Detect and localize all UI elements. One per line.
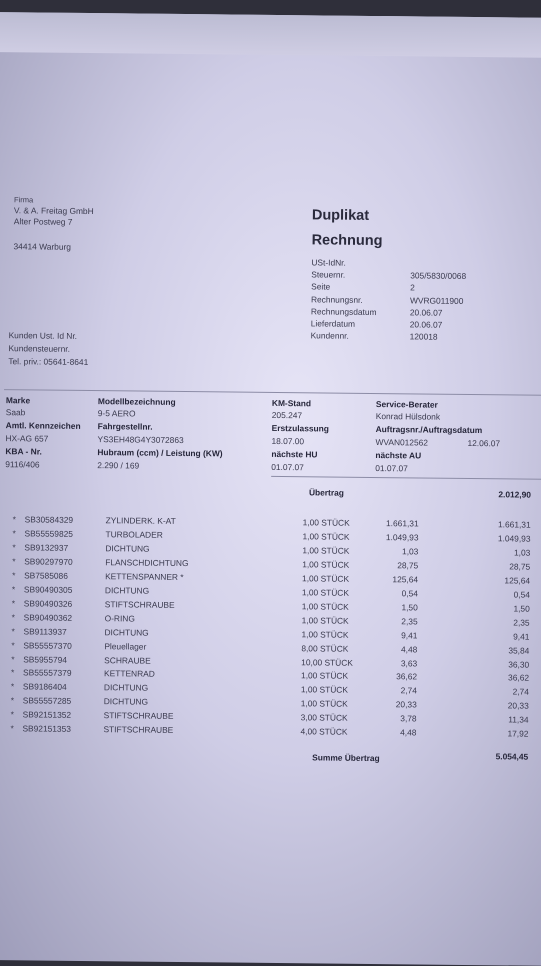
bullet: *	[12, 542, 16, 553]
item-quantity: 1,00 STÜCK	[301, 614, 349, 626]
item-quantity: 1,00 STÜCK	[302, 559, 350, 570]
item-description: DICHTUNG	[103, 682, 149, 694]
item-description: Pleuellager	[104, 640, 147, 652]
page-fold	[0, 12, 541, 58]
value-modell: 9-5 AERO	[97, 408, 136, 419]
item-quantity: 1,00 STÜCK	[302, 545, 350, 556]
item-price: 125,64	[392, 574, 419, 585]
item-price: 36,62	[396, 671, 418, 682]
item-description: STIFTSCHRAUBE	[103, 724, 174, 736]
item-total: 1,03	[514, 547, 531, 558]
uebertrag-label: Übertrag	[308, 487, 344, 498]
item-description: DICHTUNG	[104, 626, 149, 638]
item-number: SB9132937	[24, 542, 69, 553]
value-hu: 01.07.07	[271, 461, 304, 473]
item-description: STIFTSCHRAUBE	[103, 710, 174, 722]
item-quantity: 1,00 STÜCK	[301, 600, 349, 612]
item-price: 2,74	[400, 685, 417, 696]
item-quantity: 1,00 STÜCK	[301, 628, 349, 640]
label-fahrgestell: Fahrgestellnr.	[97, 421, 153, 432]
item-price: 0,54	[401, 588, 418, 599]
item-price: 1.049,93	[385, 532, 419, 543]
item-price: 1.661,31	[386, 518, 419, 529]
bullet: *	[11, 583, 16, 595]
sender-city: 34414 Warburg	[13, 241, 72, 252]
summe-value: 5.054,45	[495, 751, 529, 762]
bullet: *	[11, 653, 15, 664]
item-total: 17,92	[507, 728, 529, 739]
label-hu: nächste HU	[271, 448, 318, 460]
bullet: *	[11, 625, 15, 636]
info-label: Lieferdatum	[310, 318, 356, 329]
info-label: Rechnungsdatum	[310, 306, 377, 317]
item-total: 1,50	[513, 603, 530, 614]
label-kennzeichen: Amtl. Kennzeichen	[5, 420, 81, 431]
item-number: SB55557370	[23, 639, 72, 651]
item-quantity: 1,00 STÜCK	[301, 587, 350, 598]
item-number: SB9113937	[23, 625, 67, 637]
info-value: 120018	[409, 331, 438, 342]
item-total: 2,74	[512, 686, 529, 698]
item-number: SB9186404	[22, 681, 67, 693]
item-number: SB5955794	[23, 653, 68, 665]
divider-top	[4, 389, 541, 396]
item-quantity: 1,00 STÜCK	[302, 531, 350, 542]
item-quantity: 1,00 STÜCK	[302, 517, 350, 528]
info-label: USt-IdNr.	[311, 257, 346, 268]
bullet: *	[11, 667, 15, 678]
item-quantity: 1,00 STÜCK	[302, 573, 350, 584]
value-auftrag: WVAN012562	[375, 437, 429, 448]
label-km: KM-Stand	[271, 397, 312, 409]
item-quantity: 10,00 STÜCK	[301, 656, 353, 668]
info-value: 20.06.07	[409, 319, 443, 330]
item-total: 36,62	[508, 672, 530, 684]
item-price: 1,03	[402, 546, 419, 557]
item-number: SB90490305	[23, 584, 73, 595]
item-quantity: 8,00 STÜCK	[301, 642, 349, 654]
label-au: nächste AU	[375, 450, 422, 461]
item-price: 3,63	[400, 657, 418, 668]
summe-label: Summe Übertrag	[312, 752, 380, 764]
info-label: Steuernr.	[311, 269, 346, 280]
item-total: 36,30	[508, 658, 530, 670]
item-description: DICHTUNG	[103, 696, 149, 707]
item-number: SB92151353	[22, 723, 71, 735]
item-number: SB92151352	[22, 709, 72, 721]
item-total: 2,35	[513, 617, 530, 628]
item-quantity: 1,00 STÜCK	[301, 670, 349, 682]
value-hubraum: 2.290 / 169	[97, 460, 140, 471]
customer-steuer-label: Kundensteuernr.	[8, 343, 70, 354]
customer-phone: Tel. priv.: 05641-8641	[8, 356, 89, 368]
info-label: Seite	[311, 281, 331, 292]
customer-ust-label: Kunden Ust. Id Nr.	[8, 330, 78, 341]
label-kba: KBA - Nr.	[5, 446, 42, 457]
item-number: SB90490362	[23, 611, 73, 623]
item-number: SB55557285	[22, 695, 72, 707]
item-description: KETTENSPANNER *	[105, 570, 184, 582]
item-number: SB30584329	[24, 514, 74, 525]
bullet: *	[10, 695, 15, 706]
bullet: *	[12, 570, 16, 581]
bullet: *	[12, 556, 16, 567]
item-number: SB55559825	[24, 528, 74, 539]
item-description: DICHTUNG	[105, 543, 150, 554]
item-price: 9,41	[401, 629, 418, 641]
item-price: 20,33	[395, 699, 417, 710]
sender-street: Alter Postweg 7	[13, 216, 73, 227]
info-label: Kundennr.	[310, 330, 349, 341]
uebertrag-value: 2.012,90	[498, 489, 532, 500]
duplikat-title: Duplikat	[311, 207, 370, 224]
item-price: 28,75	[397, 560, 419, 571]
value-auftrag-datum: 12.06.07	[467, 437, 501, 449]
item-quantity: 1,00 STÜCK	[300, 698, 348, 710]
bullet: *	[10, 681, 15, 692]
value-marke: Saab	[5, 407, 26, 418]
item-description: KETTENRAD	[104, 668, 155, 680]
item-number: SB90490326	[23, 598, 73, 609]
divider-uebertrag	[271, 476, 541, 480]
item-total: 28,75	[509, 561, 531, 572]
item-total: 1.049,93	[497, 533, 531, 544]
info-value: WVRG011900	[409, 294, 464, 306]
item-price: 1,50	[401, 601, 418, 613]
value-km: 205.247	[271, 409, 303, 421]
item-price: 3,78	[400, 713, 417, 724]
label-modell: Modellbezeichnung	[97, 396, 176, 407]
item-price: 4,48	[400, 727, 417, 738]
label-berater: Service-Berater	[375, 399, 438, 410]
rechnung-title: Rechnung	[311, 232, 383, 250]
info-value: 20.06.07	[409, 307, 443, 318]
bullet: *	[11, 611, 15, 622]
item-price: 2,35	[401, 615, 418, 627]
value-erstzulassung: 18.07.00	[271, 435, 305, 447]
item-description: SCHRAUBE	[104, 654, 151, 666]
label-auftrag: Auftragsnr./Auftragsdatum	[375, 424, 483, 436]
info-value: 305/5830/0068	[410, 270, 467, 282]
item-description: STIFTSCHRAUBE	[104, 598, 175, 610]
invoice-page	[0, 12, 541, 966]
bullet: *	[10, 723, 14, 734]
item-description: ZYLINDERK. K-AT	[105, 515, 176, 526]
value-fahrgestell: YS3EH48G4Y3072863	[97, 434, 184, 446]
item-total: 125,64	[504, 575, 531, 586]
item-number: SB90297970	[24, 556, 73, 567]
bullet: *	[12, 528, 16, 539]
value-kennzeichen: HX-AG 657	[5, 433, 49, 444]
sender-name: V. & A. Freitag GmbH	[13, 205, 94, 217]
info-label: Rechnungsnr.	[310, 293, 363, 305]
item-total: 9,41	[513, 631, 530, 642]
item-total: 35,84	[508, 644, 530, 656]
item-description: TURBOLADER	[105, 529, 163, 540]
item-description: DICHTUNG	[104, 584, 150, 596]
item-quantity: 1,00 STÜCK	[300, 684, 348, 696]
value-kba: 9116/406	[5, 459, 40, 470]
item-quantity: 3,00 STÜCK	[300, 712, 348, 724]
item-number: SB7585086	[24, 570, 68, 581]
item-quantity: 4,00 STÜCK	[300, 726, 348, 737]
label-erstzulassung: Erstzulassung	[271, 422, 329, 434]
item-number: SB55557379	[23, 667, 72, 679]
info-value: 2	[410, 282, 415, 293]
bullet: *	[12, 514, 17, 525]
bullet: *	[11, 597, 16, 608]
bullet: *	[10, 709, 14, 720]
sender-firma: Firma	[13, 195, 34, 205]
bullet: *	[11, 639, 15, 650]
value-au: 01.07.07	[375, 463, 408, 474]
item-description: FLANSCHDICHTUNG	[105, 557, 189, 568]
label-hubraum: Hubraum (ccm) / Leistung (KW)	[97, 447, 223, 459]
item-total: 1.661,31	[498, 519, 531, 530]
label-marke: Marke	[5, 395, 31, 406]
item-price: 4,48	[400, 643, 418, 655]
item-total: 20,33	[507, 700, 529, 711]
item-total: 11,34	[508, 714, 529, 725]
item-total: 0,54	[513, 589, 530, 600]
item-description: O-RING	[104, 612, 135, 624]
value-berater: Konrad Hülsdonk	[375, 411, 441, 422]
